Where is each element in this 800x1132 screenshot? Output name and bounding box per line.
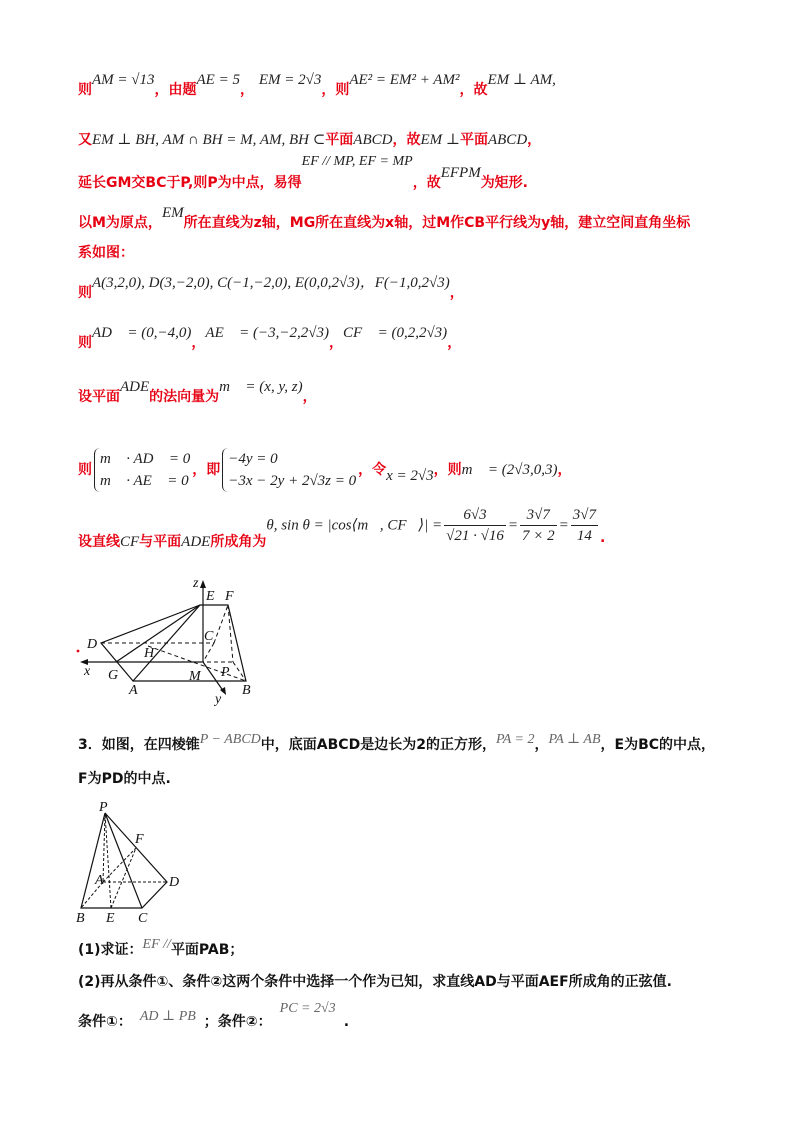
point-label: G (108, 668, 119, 683)
math: AE = 5 (196, 72, 240, 88)
question-1 (78, 937, 244, 961)
point-label: B (76, 911, 85, 926)
numerator: 3√7 (520, 505, 557, 526)
text: 设直线 (78, 533, 120, 550)
equation: m⃗ · AE⃗ = 0 (100, 473, 189, 489)
denominator: 7 × 2 (521, 528, 555, 544)
point-label: B (242, 683, 251, 698)
point-label: D (87, 637, 98, 652)
text: ， (302, 389, 317, 405)
text: . (599, 529, 606, 546)
text: 平面 (325, 132, 354, 148)
point-label: M (189, 669, 201, 684)
math: AD ⊥ PB (139, 1009, 196, 1024)
math: ，F(−1,0,2√3) (359, 275, 450, 291)
text: 则 (78, 285, 92, 301)
text: ，故 (392, 132, 421, 148)
math: ADE (181, 533, 211, 550)
text: ， (191, 335, 206, 351)
math: EM = 2√3 (258, 72, 322, 88)
text: ；条件②： (203, 1014, 272, 1030)
denominator: 14 (576, 528, 592, 544)
math: PA ⊥ AB (548, 732, 601, 747)
text: 平面PAB； (170, 942, 244, 958)
text: ，即 (192, 462, 221, 478)
point-label: H (144, 646, 155, 661)
math: ADE (120, 379, 150, 395)
text: 为矩形. (480, 175, 529, 191)
text: 与平面 (139, 533, 182, 550)
equation: m⃗ · AD⃗ = 0 (100, 451, 191, 467)
text: 系如图： (78, 245, 134, 261)
text: 以M为原点， (78, 215, 162, 231)
numerator: 3√7 (571, 505, 598, 526)
text: 的法向量为 (149, 389, 220, 405)
math: P − ABCD (199, 732, 261, 747)
equation: −4y = 0 (228, 451, 278, 467)
math: AM = √13 (92, 72, 155, 88)
math: CF (120, 533, 140, 550)
text: (2)再从条件①、条件②这两个条件中选择一个作为已知，求直线AD与平面AEF所成角的正弦值. (78, 974, 672, 990)
text: ，则 (321, 82, 350, 98)
text: ， (534, 737, 549, 753)
text: ，则 (433, 462, 462, 478)
math: m⃗ = (x, y, z) (219, 379, 303, 395)
math: x = 2√3 (386, 468, 434, 484)
equation: −3x − 2y + 2√3z = 0 (228, 473, 357, 489)
text: F为PD的中点. (78, 771, 171, 787)
point-label: C (138, 911, 148, 926)
math: m⃗ = (2√3,0,3) (461, 462, 558, 478)
question-2 (78, 972, 672, 992)
text: 平面 (459, 132, 488, 148)
math: ABCD (353, 132, 393, 148)
math: EM ⊥ AM, (487, 72, 556, 88)
text: ， (557, 462, 572, 478)
text: ，E为BC的中点， (600, 737, 716, 753)
math: CF⃗ = (0,2,2√3) (343, 325, 448, 341)
math: A(3,2,0), D(3,−2,0), C(−1,−2,0), E(0,0,2√3) (92, 275, 360, 291)
text: . (343, 1014, 350, 1030)
text: 中，底面ABCD是边长为2的正方形， (260, 737, 496, 753)
conditions (78, 1001, 350, 1033)
math: AD⃗ = (0,−4,0) (92, 325, 192, 341)
math: EFPM (440, 165, 481, 181)
math: = (558, 517, 569, 534)
numerator: 6√3 (444, 505, 506, 526)
math: ABCD (487, 132, 528, 148)
text: 所成角为 (210, 533, 267, 550)
point-label: C (204, 629, 214, 644)
point-label: E (206, 589, 215, 604)
point-label: F (135, 832, 144, 847)
text: (1)求证： (78, 942, 143, 958)
math: = (507, 517, 518, 534)
point-label: F (225, 589, 234, 604)
text: ， (527, 132, 542, 148)
math: θ, sin θ = |cos⟨m⃗, CF⃗⟩| = (266, 517, 443, 534)
text: 条件①： (78, 1014, 132, 1030)
denominator: √21 · √16 (446, 528, 504, 544)
point-label: P (221, 665, 230, 680)
text: ， (447, 335, 462, 351)
text: 又 (78, 132, 92, 148)
math: EF // MP, EF = MP (301, 154, 413, 169)
text: ，故 (412, 175, 441, 191)
text: ，令 (358, 462, 387, 478)
text: 则 (78, 335, 92, 351)
math: EM ⊥ BH, AM ∩ BH = M, AM, BH ⊂ (92, 132, 326, 148)
text: ， (329, 335, 343, 351)
math: EM (161, 205, 184, 221)
math: AE⃗ = (−3,−2,2√3) (205, 325, 329, 341)
point-label: E (106, 911, 115, 926)
text: 则 (78, 82, 92, 98)
text: 延长GM交BC于P,则P为中点，易得 (78, 175, 302, 191)
point-label: x (84, 664, 91, 679)
point-label: z (193, 576, 199, 591)
math: AE² = EM² + AM² (349, 72, 460, 88)
text: 设平面 (78, 389, 120, 405)
text: ，故 (459, 82, 488, 98)
text: ， (239, 82, 259, 98)
point-label: A (129, 683, 138, 698)
text: 所在直线为z轴，MG所在直线为x轴，过M作CB平行线为y轴，建立空间直角坐标 (183, 215, 691, 231)
text: 则 (78, 462, 92, 478)
math: PC = 2√3 (279, 1001, 336, 1016)
math: EF // (142, 937, 171, 952)
point-label: y (215, 692, 222, 707)
math: EM ⊥ (420, 132, 460, 148)
point-label: P (99, 800, 108, 815)
point-label: D (169, 875, 180, 890)
point-label: A (95, 873, 104, 888)
text: 3．如图，在四棱锥 (78, 737, 200, 753)
text: ， (449, 285, 464, 301)
math: PA = 2 (495, 732, 535, 747)
text: ，由题 (154, 82, 197, 98)
